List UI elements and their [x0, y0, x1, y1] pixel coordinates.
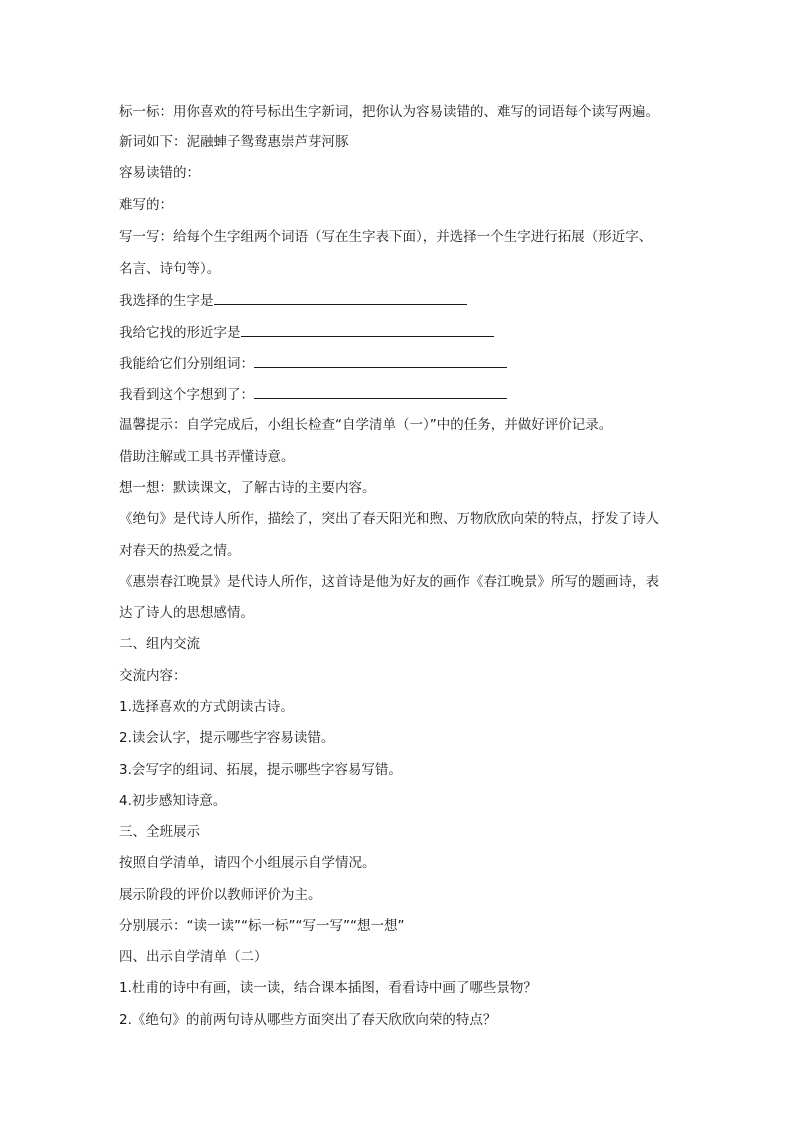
- warm-tip: 温馨提示：自学完成后，小组长检查“自学清单（一）”中的任务，并做好评价记录。: [119, 417, 613, 433]
- list-item: 2.读会认字，提示哪些字容易读错。: [119, 730, 335, 746]
- word-forming-row: [119, 353, 507, 374]
- evaluation-note: 展示阶段的评价以教师评价为主。: [119, 887, 322, 903]
- similar-character-blank[interactable]: [241, 322, 494, 337]
- similar-character-label: 我给它找的形近字是: [119, 325, 241, 341]
- word-forming-label: 我能给它们分别组词：: [119, 356, 254, 372]
- new-words-list: 新词如下：泥融蛼子鸳鸯惠崇芦芽河豚: [119, 134, 349, 150]
- use-annotations: 借助注解或工具书弄懂诗意。: [119, 449, 295, 465]
- list-item: 1.选择喜欢的方式朗读古诗。: [119, 699, 294, 715]
- list-item: 4.初步感知诗意。: [119, 793, 227, 809]
- question-item: 1.杜甫的诗中有画，读一读，结合课本插图，看看诗中画了哪些景物？: [119, 980, 537, 996]
- chosen-character-label: 我选择的生字是: [119, 293, 214, 309]
- similar-character-row: [119, 322, 494, 343]
- association-blank[interactable]: [254, 384, 507, 399]
- question-item: 2.《绝句》的前两句诗从哪些方面突出了春天欣欣向荣的特点？: [119, 1012, 497, 1028]
- instruction-think: 想一想：默读课文，了解古诗的主要内容。: [119, 480, 376, 496]
- hard-to-write-label: 难写的：: [119, 197, 173, 213]
- section-heading-4: 四、出示自学清单（二）: [119, 949, 268, 965]
- association-row: [119, 384, 507, 405]
- chosen-character-row: [119, 290, 467, 311]
- class-display-instruction: 按照自学清单，请四个小组展示自学情况。: [119, 855, 376, 871]
- exchange-content-label: 交流内容：: [119, 668, 187, 684]
- word-forming-blank[interactable]: [254, 353, 507, 368]
- jueju-summary-cont: 对春天的热爱之情。: [119, 543, 241, 559]
- section-heading-2: 二、组内交流: [119, 636, 200, 652]
- instruction-write-cont: 名言、诗句等）。: [119, 261, 221, 277]
- instruction-write: 写一写：给每个生字组两个词语（写在生字表下面），并选择一个生字进行拓展（形近字、: [119, 229, 653, 245]
- jueju-summary: 《绝句》是代诗人所作，描绘了，突出了春天阳光和煦、万物欣欣向荣的特点，抒发了诗人: [119, 511, 659, 527]
- association-label: 我看到这个字想到了：: [119, 387, 254, 403]
- huichong-summary-cont: 达了诗人的思想感情。: [119, 605, 254, 621]
- instruction-mark-words: 标一标：用你喜欢的符号标出生字新词，把你认为容易读错的、难写的词语每个读写两遍。: [119, 104, 659, 120]
- list-item: 3.会写字的组词、拓展，提示哪些字容易写错。: [119, 762, 402, 778]
- huichong-summary: 《惠崇春江晚景》是代诗人所作，这首诗是他为好友的画作《春江晚景》所写的题画诗，表: [119, 574, 659, 590]
- easy-to-misread-label: 容易读错的：: [119, 165, 200, 181]
- display-items: 分别展示：“读一读”“标一标”“写一写”“想一想”: [119, 918, 405, 934]
- section-heading-3: 三、全班展示: [119, 824, 200, 840]
- chosen-character-blank[interactable]: [214, 290, 467, 305]
